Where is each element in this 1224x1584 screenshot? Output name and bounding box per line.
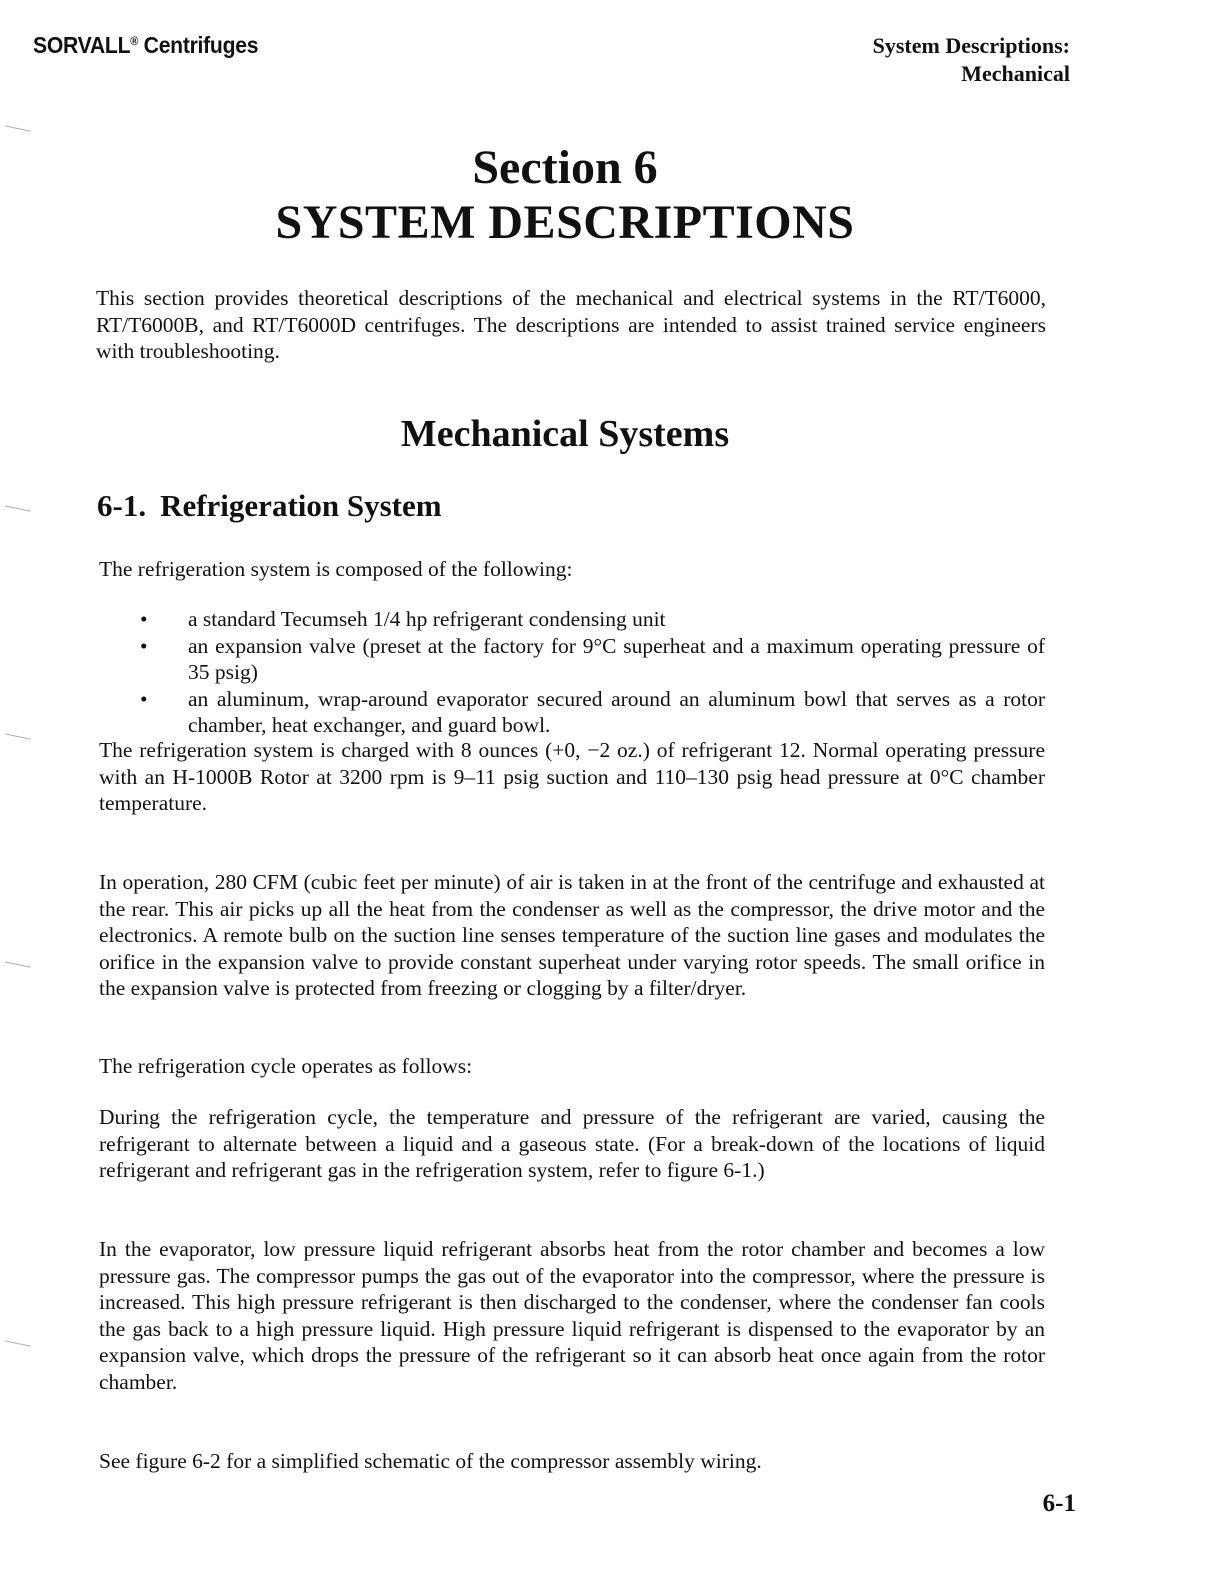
- scan-edge-mark: [3, 125, 30, 139]
- registered-mark: ®: [130, 34, 139, 48]
- subsection-number: 6-1.: [97, 488, 147, 523]
- running-header: [873, 32, 1070, 88]
- component-list: [140, 606, 1045, 739]
- brand-name: SORVALL: [33, 32, 131, 58]
- section-number: Section 6: [472, 141, 658, 194]
- page-number: 6-1: [1042, 1490, 1076, 1517]
- bullet-icon: •: [140, 607, 148, 631]
- brand-header: [33, 32, 258, 59]
- body-paragraph: The refrigeration cycle operates as follows:: [99, 1054, 473, 1078]
- running-header-line2: Mechanical: [961, 61, 1070, 86]
- list-item-text: a standard Tecumseh 1/4 hp refrigerant condensing unit: [188, 607, 666, 631]
- list-item: [140, 633, 1045, 686]
- list-item: [140, 686, 1045, 739]
- scan-edge-mark: [3, 1340, 30, 1354]
- scan-edge-mark: [3, 505, 30, 519]
- scan-edge-mark: [3, 961, 30, 975]
- bullet-icon: •: [140, 686, 148, 711]
- running-header-line1: System Descriptions:: [872, 33, 1070, 58]
- list-item-text: an expansion valve (preset at the factory for 9°C superheat and a maximum operating pressure of 35 psig): [188, 633, 1045, 684]
- body-paragraph: The refrigeration system is charged with 8 ounces (+0, −2 oz.) of refrigerant 12. Normal operating pressure with an H-1000B Rotor at 3200 rpm is 9–11 psig suction and 110–130 psig head pressure at 0°C chamber temperature.: [99, 738, 1045, 815]
- body-paragraph: In operation, 280 CFM (cubic feet per minute) of air is taken in at the front of the centrifuge and exhausted at the rear. This air picks up all the heat from the condenser as well as the compressor, the drive motor and the electronics. A remote bulb on the suction line senses temperature of the suction line gases and modulates the orifice in the expansion valve to provide constant superheat under varying rotor speeds. The small orifice in the expansion valve is protected from freezing or clogging by a filter/dryer.: [99, 870, 1045, 1000]
- body-paragraph: During the refrigeration cycle, the temperature and pressure of the refrigerant are varied, causing the refrigerant to alternate between a liquid and a gaseous state. (For a break-down of the locations of liquid refrigerant and refrigerant gas in the refrigeration system, refer to figure 6-1.): [99, 1105, 1045, 1182]
- brand-suffix: Centrifuges: [138, 32, 259, 58]
- mechanical-systems-heading: Mechanical Systems: [400, 413, 730, 455]
- lead-paragraph: The refrigeration system is composed of the following:: [99, 557, 573, 581]
- subsection-heading: [97, 488, 442, 524]
- scan-edge-mark: [3, 733, 30, 747]
- section-intro: This section provides theoretical descriptions of the mechanical and electrical systems in the RT/T6000, RT/T6000B, and RT/T6000D centrifuges. The descriptions are intended to assist trained service engineers with troubleshooting.: [96, 286, 1046, 363]
- list-item-text: an aluminum, wrap-around evaporator secured around an aluminum bowl that serves as a rotor chamber, heat exchanger, and guard bowl.: [188, 686, 1045, 737]
- list-item: [140, 606, 1045, 633]
- bullet-icon: •: [140, 633, 148, 658]
- body-paragraph: In the evaporator, low pressure liquid refrigerant absorbs heat from the rotor chamber and becomes a low pressure gas. The compressor pumps the gas out of the evaporator into the compressor, where the pressure is increased. This high pressure refrigerant is then discharged to the condenser, where the condenser fan cools the gas back to a high pressure liquid. High pressure liquid refrigerant is dispensed to the evaporator by an expansion valve, which drops the pressure of the refrigerant so it can absorb heat once again from the rotor chamber.: [99, 1237, 1045, 1394]
- section-title: SYSTEM DESCRIPTIONS: [275, 196, 855, 249]
- subsection-title: Refrigeration System: [160, 488, 442, 523]
- body-paragraph: See figure 6-2 for a simplified schematic of the compressor assembly wiring.: [99, 1449, 762, 1473]
